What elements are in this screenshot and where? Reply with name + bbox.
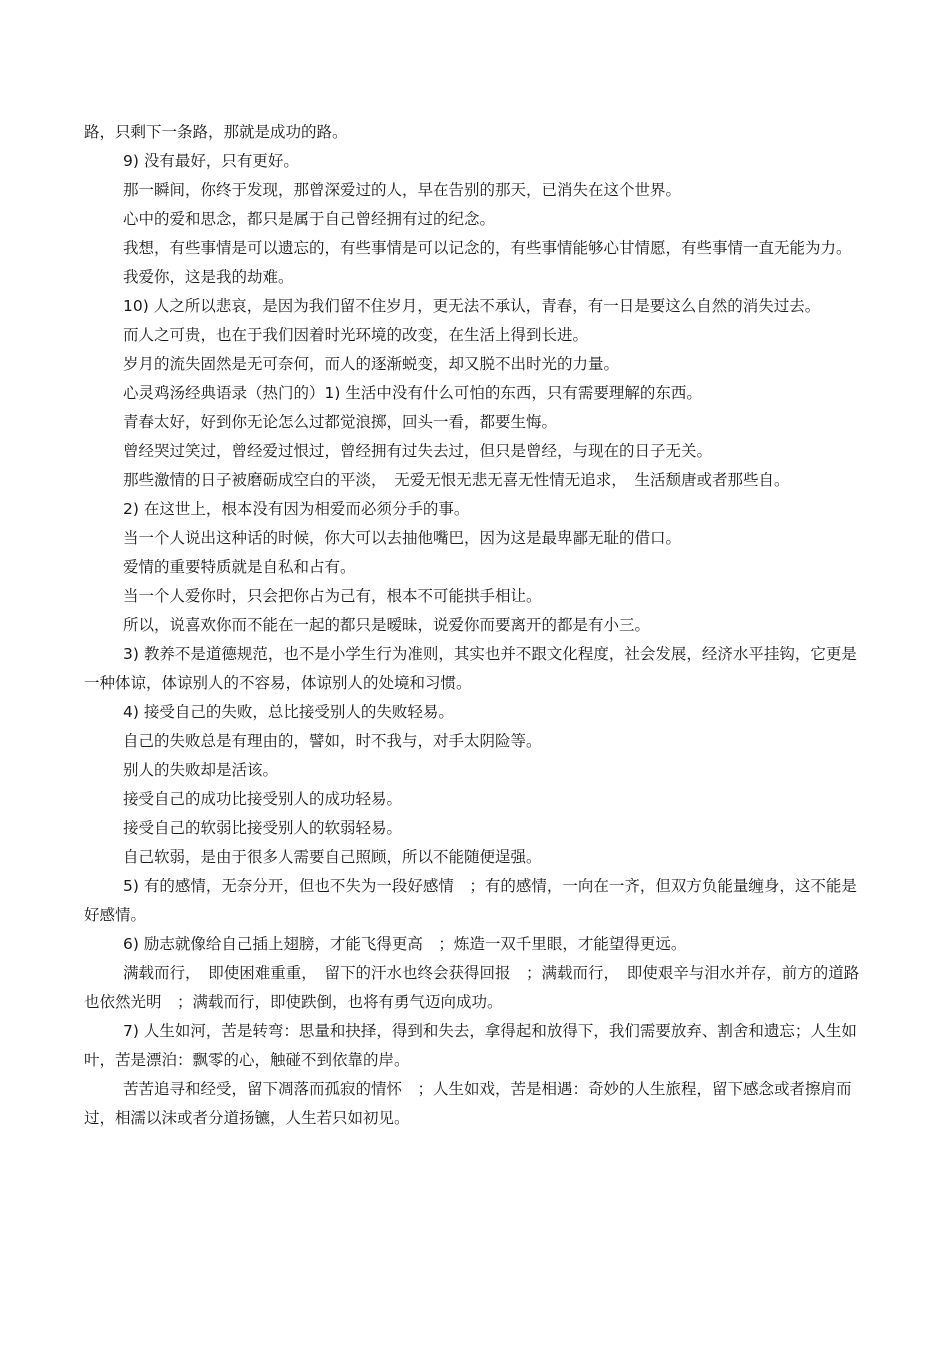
paragraph: 而人之可贵，也在于我们因着时光环境的改变，在生活上得到长进。 — [123, 326, 589, 344]
paragraph: 9) 没有最好，只有更好。 — [123, 152, 299, 170]
paragraph: 4) 接受自己的失败，总比接受别人的失败轻易。 — [123, 703, 454, 721]
paragraph: 别人的失败却是活该。 — [123, 761, 279, 779]
document-body — [84, 118, 868, 1133]
paragraph: 接受自己的软弱比接受别人的软弱轻易。 — [123, 819, 403, 837]
paragraph: 那一瞬间，你终于发现，那曾深爱过的人，早在告别的那天，已消失在这个世界。 — [123, 181, 682, 199]
paragraph: 3) 教养不是道德规范，也不是小学生行为准则，其实也并不跟文化程度，社会发展，经济水平挂钩，它更是一种体谅，体谅别人的不容易，体谅别人的处境和习惯。 — [84, 645, 857, 692]
paragraph: 10) 人之所以悲哀，是因为我们留不住岁月，更无法不承认，青春，有一日是要这么自然的消失过去。 — [123, 297, 821, 315]
paragraph: 5) 有的感情，无奈分开，但也不失为一段好感情 ；有的感情，一向在一齐，但双方负能量缠身，这不能是好感情。 — [84, 877, 857, 924]
paragraph: 满载而行， 即使困难重重， 留下的汗水也终会获得回报 ；满载而行， 即使艰辛与泪水并存，前方的道路也依然光明 ；满载而行，即使跌倒，也将有勇气迈向成功。 — [84, 964, 860, 1011]
paragraph: 那些激情的日子被磨砺成空白的平淡， 无爱无恨无悲无喜无性情无追求， 生活颓唐或者那些自。 — [123, 471, 790, 489]
paragraph: 心中的爱和思念，都只是属于自己曾经拥有过的纪念。 — [123, 210, 496, 228]
paragraph: 自己软弱，是由于很多人需要自己照顾，所以不能随便逞强。 — [123, 848, 542, 866]
paragraph: 心灵鸡汤经典语录（热门的）1) 生活中没有什么可怕的东西，只有需要理解的东西。 — [123, 384, 702, 402]
paragraph: 青春太好，好到你无论怎么过都觉浪掷，回头一看，都要生悔。 — [123, 413, 558, 431]
paragraph: 苦苦追寻和经受，留下凋落而孤寂的情怀 ；人生如戏，苦是相遇：奇妙的人生旅程，留下感念或者擦肩而过，相濡以沫或者分道扬镳，人生若只如初见。 — [84, 1080, 852, 1127]
paragraph: 岁月的流失固然是无可奈何，而人的逐渐蜕变，却又脱不出时光的力量。 — [123, 355, 620, 373]
paragraph: 自己的失败总是有理由的，譬如，时不我与，对手太阴险等。 — [123, 732, 542, 750]
paragraph: 2) 在这世上，根本没有因为相爱而必须分手的事。 — [123, 500, 470, 518]
paragraph: 爱情的重要特质就是自私和占有。 — [123, 558, 356, 576]
paragraph: 曾经哭过笑过，曾经爱过恨过，曾经拥有过失去过，但只是曾经，与现在的日子无关。 — [123, 442, 713, 460]
paragraph: 7) 人生如河，苦是转弯：思量和抉择，得到和失去，拿得起和放得下，我们需要放弃、割舍和遗忘；人生如叶，苦是漂泊：飘零的心，触碰不到依靠的岸。 — [84, 1022, 857, 1069]
paragraph: 当一个人爱你时，只会把你占为己有，根本不可能拱手相让。 — [123, 587, 542, 605]
paragraph: 所以，说喜欢你而不能在一起的都只是暧昧，说爱你而要离开的都是有小三。 — [123, 616, 651, 634]
paragraph: 6) 励志就像给自己插上翅膀，才能飞得更高 ；炼造一双千里眼，才能望得更远。 — [123, 935, 687, 953]
paragraph: 接受自己的成功比接受别人的成功轻易。 — [123, 790, 403, 808]
paragraph: 我爱你，这是我的劫难。 — [123, 268, 294, 286]
paragraph: 我想，有些事情是可以遗忘的，有些事情是可以记念的，有些事情能够心甘情愿，有些事情一直无能为力。 — [123, 239, 852, 257]
paragraph: 当一个人说出这种话的时候，你大可以去抽他嘴巴，因为这是最卑鄙无耻的借口。 — [123, 529, 682, 547]
paragraph: 路，只剩下一条路，那就是成功的路。 — [84, 123, 348, 141]
